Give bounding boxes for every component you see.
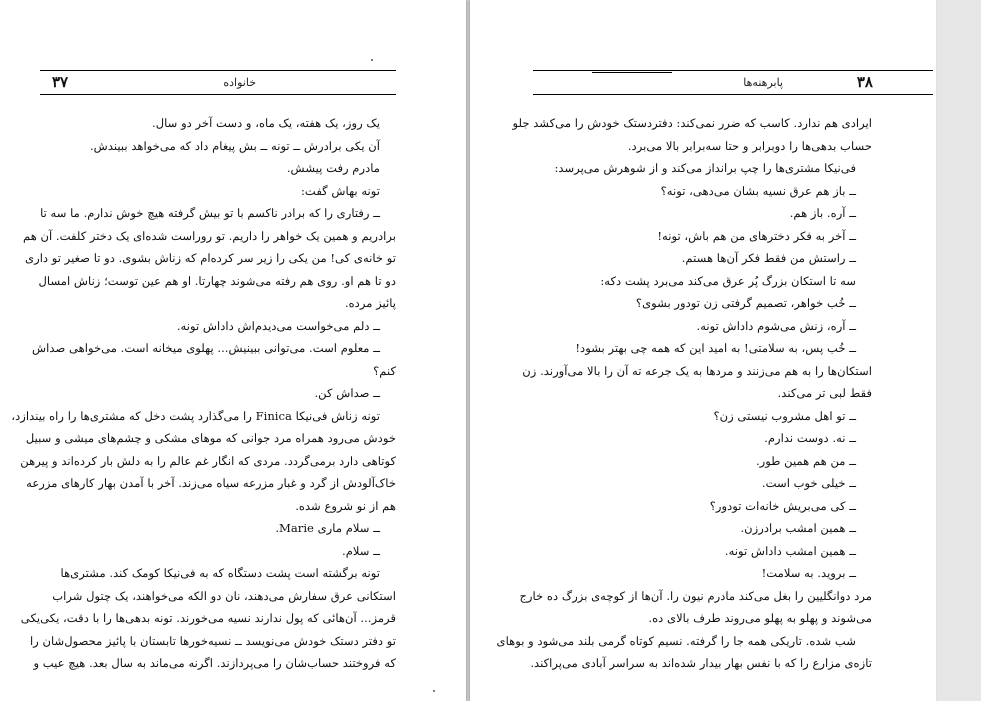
text-line: کنم؟: [373, 363, 396, 378]
text-line: ــ خُب خواهر، تصمیم گرفتی زن تودور بشوی؟: [635, 296, 856, 310]
window-background: [936, 0, 981, 701]
text-line: شب شده. تاریکی همه جا را گرفته. نسیم کوتاه گرمی بلند می‌شود و بوهای: [496, 633, 856, 648]
page-speck: [371, 59, 373, 61]
text-line: خاک‌آلودش از گرد و غبار مزرعه سیاه می‌زند. آخر با آمدن بهار کارهای مزرعه: [26, 476, 396, 490]
text-line: ــ خیلی خوب است.: [761, 476, 856, 490]
text-line: پائیز مرده.: [344, 296, 396, 310]
page-37: [0, 0, 466, 701]
text-line: که فروختند حساب‌شان را می‌پردازند. اگرنه می‌ماند به سال بعد. هیچ عیب و: [33, 656, 396, 670]
text-line: می‌شوند و پهلو به پهلو می‌روند طرف بالای ده.: [648, 611, 872, 625]
text-line: مرد دوانگلیین را بغل می‌کند مادرم نیون را. آن‌ها از کوچه‌ی بزرگ ده خارج: [519, 588, 872, 603]
text-line: فی‌نیکا مشتری‌ها را چپ برانداز می‌کند و از شوهرش می‌پرسد:: [554, 161, 856, 175]
text-line: ــ خُب پس، به سلامتی! به امید این که همه چی بهتر بشود!: [575, 341, 856, 355]
text-line: تو خانه‌ی کی! من یکی را زیر سر کرده‌ام که زناش بشوی. دو تا صغیر تو داری: [25, 251, 396, 265]
text-line: ــ کی می‌بریش خانه‌ات تودور؟: [709, 498, 856, 513]
text-line: کوتاهی دارد برمی‌گردد. مردی که انگار غم عالم را به دلش بار کرده‌اند و پیرهن: [20, 453, 396, 468]
page-speck: [433, 690, 435, 692]
header-bottom-rule: [533, 94, 933, 95]
header-top-rule: [533, 70, 933, 71]
text-line: ــ سلام ماری Marie.: [275, 521, 380, 535]
text-line: تازه‌ی مزارع را که با نفس بهار بیدار شده‌اند به سراسر آبادی می‌پراکند.: [530, 656, 872, 670]
text-line: ــ همین امشب برادرزن.: [740, 521, 856, 535]
page-header: [40, 73, 396, 93]
text-line: تونه بهاش گفت:: [301, 183, 380, 198]
page-number: ۳۷: [52, 73, 69, 91]
text-line: یک روز، یک هفته، یک ماه، و دست آخر دو سال.: [152, 116, 380, 130]
text-line: برادریم و همین یک خواهر را داریم. تو روراست شده‌ای یک دختر کلفت. آن هم: [23, 228, 396, 243]
page-38: [470, 0, 936, 701]
running-title: پابرهنه‌ها: [743, 76, 783, 89]
text-line: ــ من هم همین طور.: [755, 453, 856, 468]
text-line: فقط لبی تر می‌کند.: [777, 386, 872, 400]
text-line: استکان‌ها را به هم می‌زنند و مردها به یک جرعه ته آن را بالا می‌آورند. زن: [522, 363, 872, 378]
page-header: [533, 73, 933, 93]
header-top-rule: [40, 70, 396, 71]
header-bottom-rule: [40, 94, 396, 95]
text-line: خودش می‌رود همراه مرد جوانی که موهای مشکی و چشم‌های میشی و سبیل: [25, 431, 396, 445]
text-line: تونه زناش فی‌نیکا Finica را می‌گذارد پشت دخل که مشتری‌ها را راه بیندازد،: [11, 408, 380, 423]
text-line: ــ دلم می‌خواست می‌دیدم‌اش داداش تونه.: [176, 318, 380, 333]
text-line: آن یکی برادرش ــ تونه ــ بش پیغام داد که می‌خواهد ببیندش.: [90, 138, 380, 153]
text-line: حساب بدهی‌ها را دوبرابر و حتا سه‌برابر بالا می‌برد.: [627, 138, 872, 153]
text-line: تونه برگشته است پشت دستگاه که به فی‌نیکا کومک کند. مشتری‌ها: [60, 566, 380, 580]
text-line: ــ باز هم عرق نسیه بشان می‌دهی، تونه؟: [660, 183, 856, 198]
text-line: تو دفتر دستک خودش می‌نویسد ــ نسیه‌خورها تابستان با پائیز محصول‌شان را: [29, 633, 396, 648]
text-line: ــ همین امشب داداش تونه.: [724, 543, 856, 558]
text-line: ــ معلوم است. می‌توانی ببینیش... پهلوی میخانه است. می‌خواهی صداش: [31, 341, 380, 355]
text-line: ــ سلام.: [342, 543, 380, 558]
text-line: ایرادی هم ندارد. کاسب که ضرر نمی‌کند: دفتردستک خودش را می‌کشد جلو: [512, 116, 872, 130]
body-text: [11, 112, 396, 675]
text-line: دو تا هم او. روی هم رفته می‌شوند چهارتا. او هم عین توست؛ زناش امسال: [38, 273, 396, 288]
text-line: سه تا استکان بزرگ پُر عرق می‌کند می‌برد پشت دکه:: [600, 273, 856, 288]
text-line: ــ نه. دوست ندارم.: [764, 431, 856, 445]
text-line: ــ رفتاری را که برادر ناکسم با تو بیش گرفته هیچ خوش ندارم. ما سه تا: [40, 206, 380, 220]
running-title: خانواده: [223, 76, 256, 89]
text-line: ــ تو اهل مشروب نیستی زن؟: [713, 408, 856, 423]
text-line: مادرم رفت پیشش.: [286, 161, 380, 175]
text-line: استکانی عرق سفارش می‌دهند، نان دو الکه می‌خواهند، یک چتول شراب: [52, 588, 396, 603]
text-line: ــ صداش کن.: [314, 386, 380, 400]
text-line: ــ آره، زنش می‌شوم داداش تونه.: [696, 318, 856, 333]
text-line: ــ راستش من فقط فکر آن‌ها هستم.: [681, 251, 856, 265]
body-text: [496, 112, 872, 675]
page-number: ۳۸: [856, 73, 873, 91]
text-line: هم از نو شروع شده.: [295, 498, 396, 513]
text-line: ــ آخر به فکر دخترهای من هم باش، تونه!: [657, 228, 856, 243]
text-line: ــ آره. باز هم.: [789, 206, 856, 220]
text-line: ــ بروید. به سلامت!: [761, 566, 856, 580]
text-line: قرمز... آن‌هائی که پول ندارند نسیه می‌خورند. تونه بدهی‌ها را با دقت، یکی‌یکی: [20, 611, 396, 625]
